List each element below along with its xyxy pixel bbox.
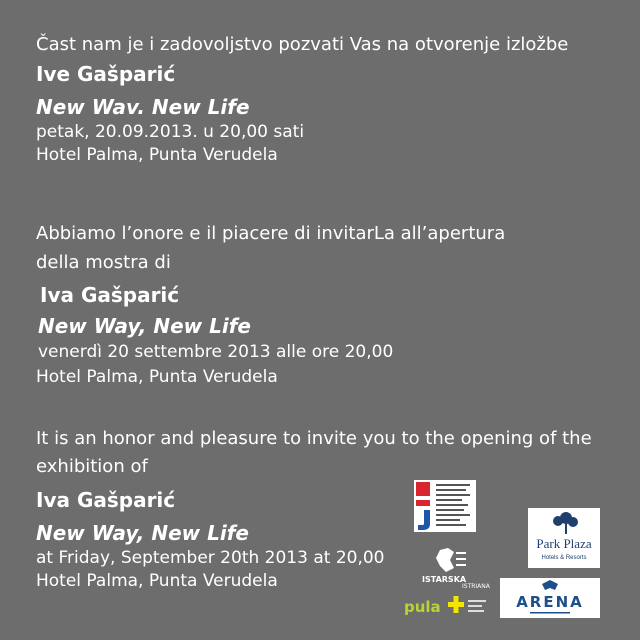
italian-artist-name: Iva Gašparić	[40, 283, 180, 307]
croatian-venue: Hotel Palma, Punta Verudela	[36, 145, 278, 165]
italian-venue: Hotel Palma, Punta Verudela	[36, 367, 278, 387]
park-plaza-logo	[528, 508, 600, 568]
english-venue: Hotel Palma, Punta Verudela	[36, 571, 278, 591]
istarska-istriana-logo	[420, 546, 498, 592]
svg-text:ARENA: ARENA	[516, 593, 584, 611]
english-intro-line1: It is an honor and pleasure to invite you to the opening of the	[36, 428, 592, 449]
arena-logo	[500, 578, 600, 618]
italian-date: venerdì 20 settembre 2013 alle ore 20,00	[38, 342, 394, 362]
italian-intro-line2: della mostra di	[36, 252, 171, 273]
svg-text:Hotels & Resorts: Hotels & Resorts	[541, 555, 587, 561]
svg-text:ISTRIANA: ISTRIANA	[462, 583, 490, 590]
croatian-date: petak, 20.09.2013. u 20,00 sati	[36, 122, 305, 142]
english-exhibition-title: New Way, New Life	[36, 521, 249, 545]
university-logo	[414, 480, 476, 532]
english-intro-line2: exhibition of	[36, 456, 148, 477]
english-artist-name: Iva Gašparić	[36, 488, 176, 512]
italian-intro-line1: Abbiamo l’onore e il piacere di invitarLa all’apertura	[36, 223, 506, 244]
croatian-artist-name: Ive Gašparić	[36, 62, 176, 86]
italian-exhibition-title: New Way, New Life	[38, 314, 251, 338]
svg-text:pula: pula	[404, 598, 441, 616]
english-date: at Friday, September 20th 2013 at 20,00	[36, 548, 385, 568]
croatian-intro: Čast nam je i zadovoljstvo pozvati Vas na otvorenje izložbe	[36, 34, 569, 55]
pula-logo	[402, 594, 490, 618]
svg-text:ISTARSKA: ISTARSKA	[422, 575, 467, 584]
svg-text:Park Plaza: Park Plaza	[536, 536, 592, 551]
croatian-exhibition-title: New Wav. New Life	[36, 95, 250, 119]
